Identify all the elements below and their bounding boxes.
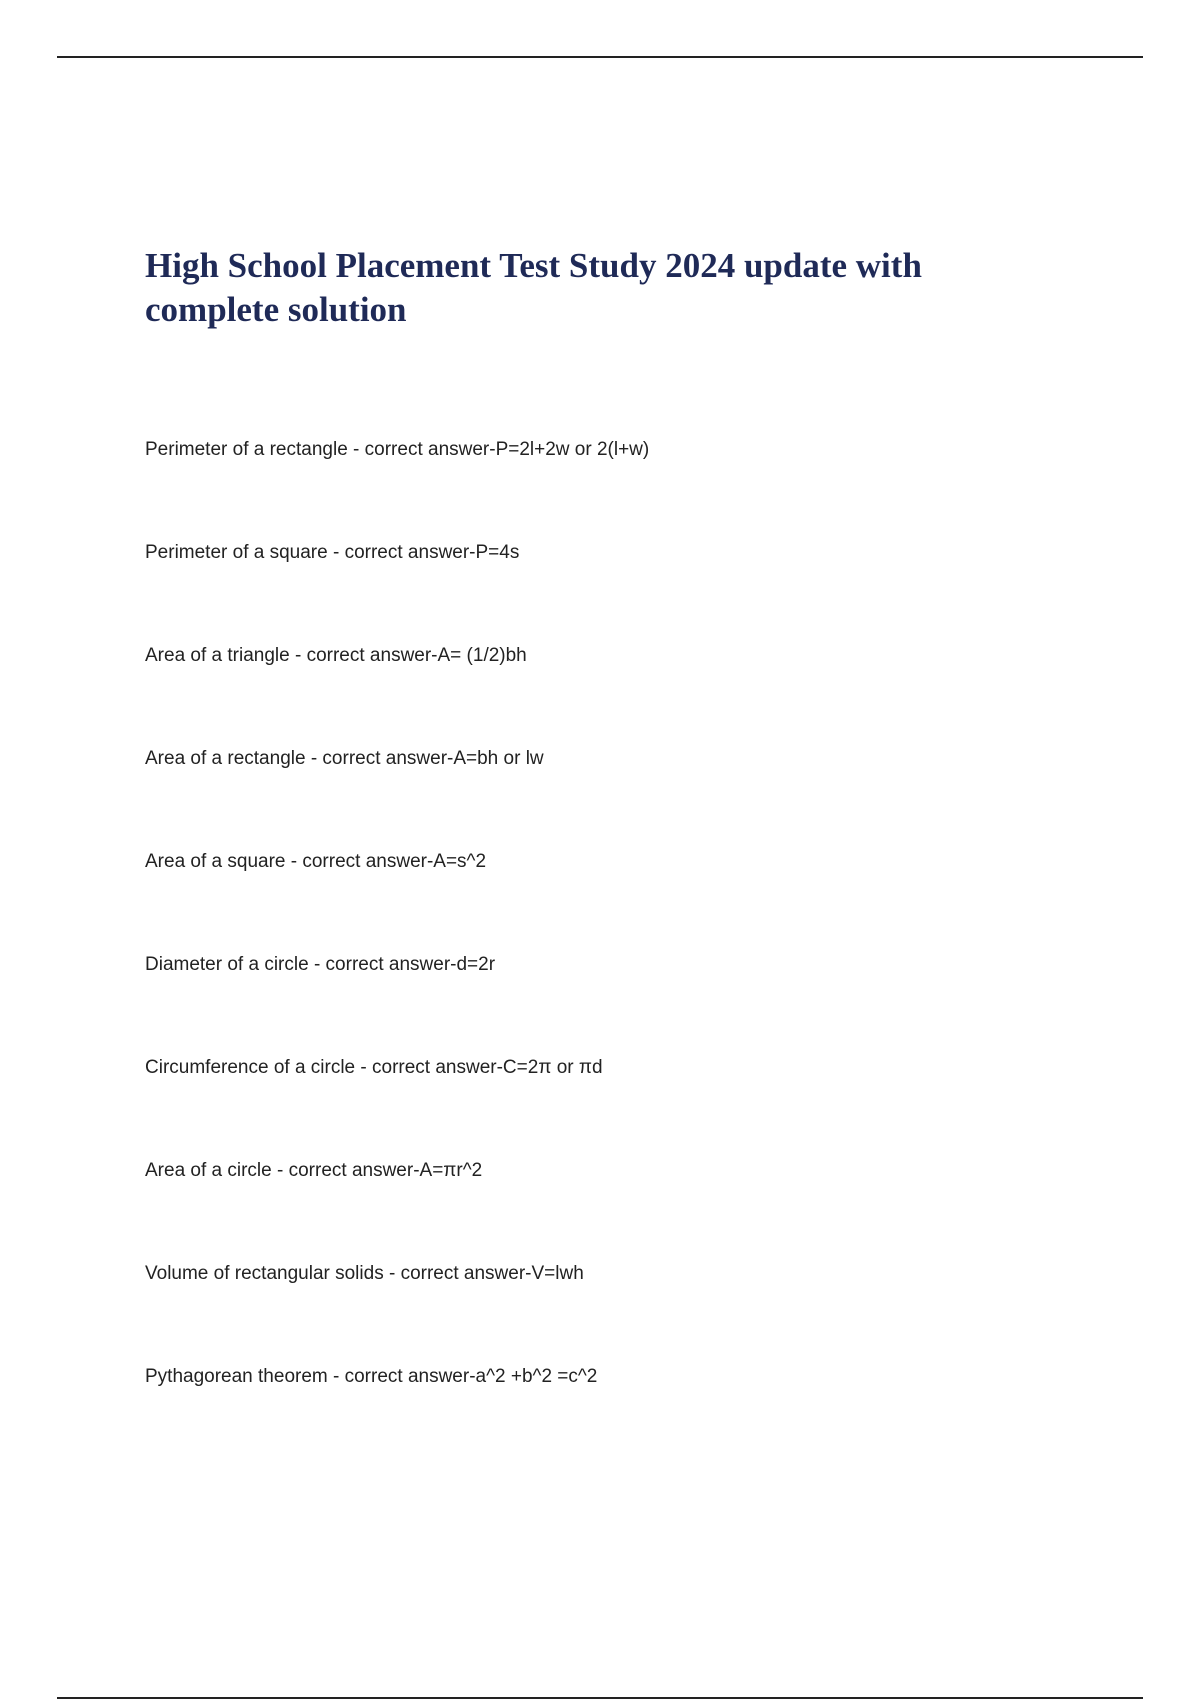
qa-item: Circumference of a circle - correct answer-C=2π or πd (145, 1057, 603, 1078)
qa-item: Area of a rectangle - correct answer-A=bh or lw (145, 748, 544, 769)
qa-item: Diameter of a circle - correct answer-d=2r (145, 954, 496, 975)
qa-item: Pythagorean theorem - correct answer-a^2 +b^2 =c^2 (145, 1366, 598, 1387)
qa-item: Area of a square - correct answer-A=s^2 (145, 851, 487, 872)
qa-item: Perimeter of a square - correct answer-P=4s (145, 542, 520, 563)
qa-item: Perimeter of a rectangle - correct answer-P=2l+2w or 2(l+w) (145, 439, 650, 460)
qa-item: Area of a circle - correct answer-A=πr^2 (145, 1160, 483, 1181)
bottom-rule (57, 1697, 1143, 1699)
qa-item: Volume of rectangular solids - correct answer-V=lwh (145, 1263, 584, 1284)
qa-list (145, 438, 649, 1468)
qa-item: Area of a triangle - correct answer-A= (1/2)bh (145, 645, 527, 666)
page-title: High School Placement Test Study 2024 update with complete solution (145, 246, 922, 329)
top-rule (57, 56, 1143, 58)
